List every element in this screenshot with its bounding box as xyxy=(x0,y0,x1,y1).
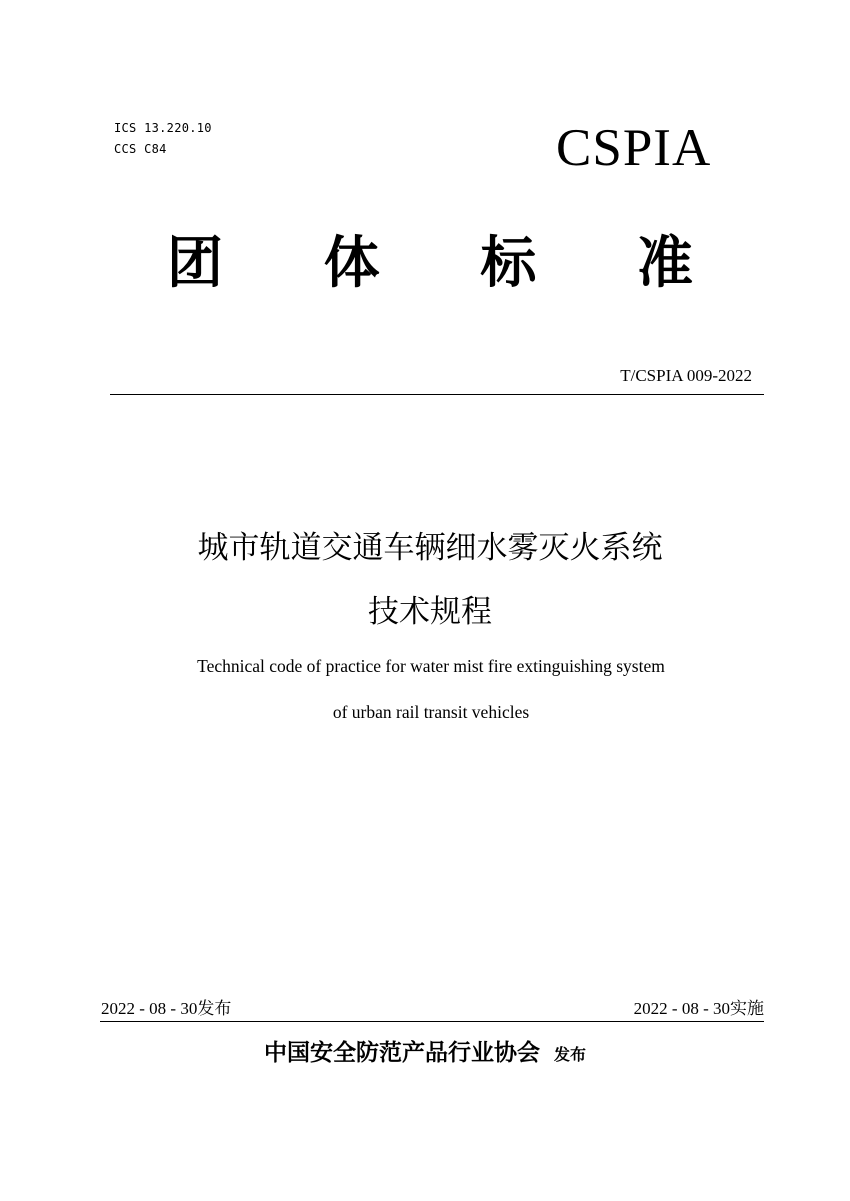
top-divider xyxy=(110,394,764,395)
ics-code: ICS 13.220.10 xyxy=(114,121,212,135)
publication-date xyxy=(101,994,231,1019)
title-chinese-line-2: 技术规程 xyxy=(368,594,492,630)
standard-type-title xyxy=(150,226,710,302)
organization-abbreviation: CSPIA xyxy=(556,119,712,177)
issuer-name: 中国安全防范产品行业协会 xyxy=(263,1040,540,1066)
publication-date-value: 2022 - 08 - 30 xyxy=(101,999,198,1018)
publication-date-label: 发布 xyxy=(197,999,232,1018)
title-english-line-2: of urban rail transit vehicles xyxy=(332,702,530,722)
implementation-date-label: 实施 xyxy=(730,999,764,1018)
issuer-suffix: 发布 xyxy=(553,1045,586,1064)
implementation-date-value: 2022 - 08 - 30 xyxy=(633,999,730,1018)
title-english-line-1: Technical code of practice for water mist fire extinguishing system xyxy=(197,656,665,676)
title-chinese-line-1: 城市轨道交通车辆细水雾灭火系统 xyxy=(197,530,663,566)
issuer xyxy=(0,1034,850,1067)
standard-number: T/CSPIA 009-2022 xyxy=(620,366,752,385)
bottom-divider xyxy=(100,1021,764,1022)
standard-type-char-2: 体 xyxy=(323,231,380,296)
standard-type-char-4: 准 xyxy=(636,231,693,296)
standard-type-char-3: 标 xyxy=(480,231,537,296)
standard-type-char-1: 团 xyxy=(167,231,223,296)
implementation-date xyxy=(634,994,764,1019)
ccs-code: CCS C84 xyxy=(114,142,167,156)
